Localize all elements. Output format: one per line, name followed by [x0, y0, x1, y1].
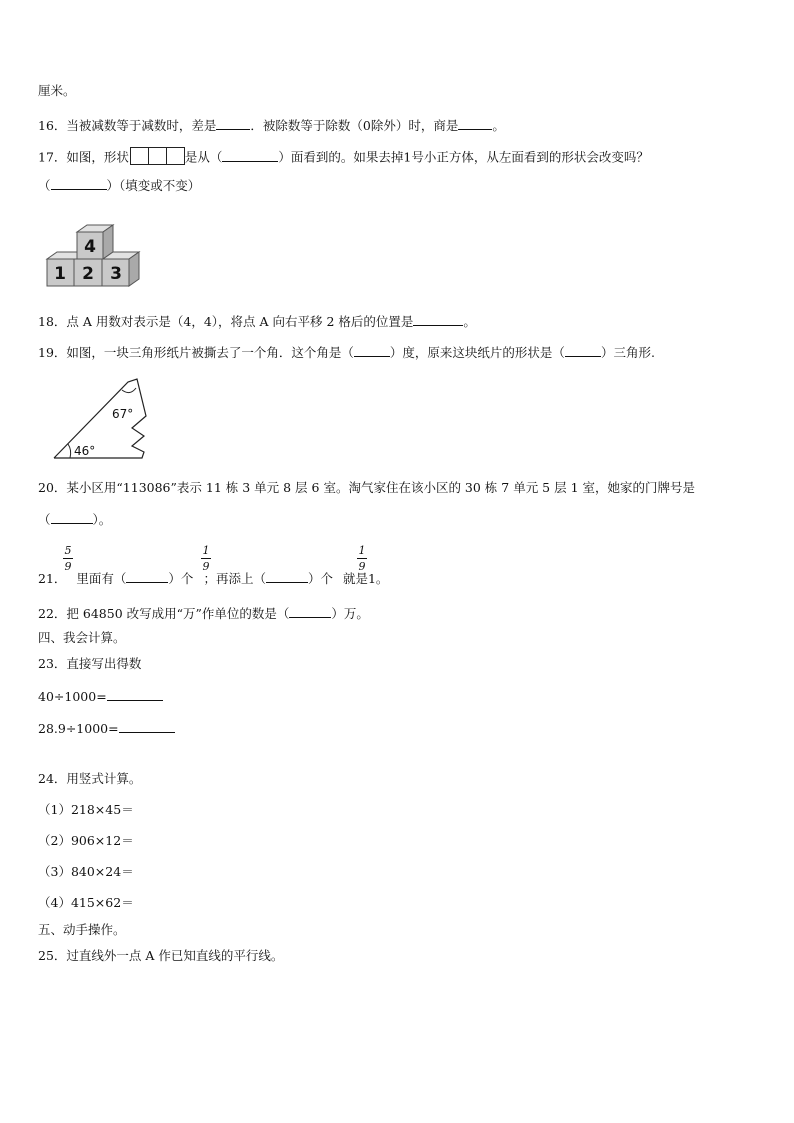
vertical-calc-4: （4）415×62＝ — [38, 895, 134, 910]
question-24: 24．用竖式计算。 — [38, 771, 142, 786]
calc-1: 40÷1000= — [38, 688, 163, 705]
vertical-calc-2: （2）906×12＝ — [38, 833, 134, 848]
calc-2: 28.9÷1000= — [38, 720, 175, 737]
fraction-1-9-b: 1 9 — [358, 544, 366, 573]
fraction-5-9: 5 9 — [64, 544, 72, 573]
angle-46: 46° — [74, 444, 96, 458]
question-20: 20．某小区用“113086”表示 11 栋 3 单元 8 层 6 室。淘气家住在该小区的 30 栋 7 单元 5 层 1 室，她家的门牌号是 — [38, 480, 696, 495]
question-19: 19．如图，一块三角形纸片被撕去了一个角．这个角是（ ）度，原来这块纸片的形状是（ ）三角形. — [38, 345, 655, 360]
vertical-calc-1: （1）218×45＝ — [38, 802, 134, 817]
question-17: 17．如图，形状 是从（ ）面看到的。如果去掉1号小正方体，从左面看到的形状会改变吗？ — [38, 147, 649, 169]
vertical-calc-3: （3）840×24＝ — [38, 864, 134, 879]
question-20-second-line: （ ）。 — [38, 512, 112, 527]
cube-label-3: 3 — [110, 264, 122, 284]
cube-label-4: 4 — [84, 237, 96, 257]
cubes-figure — [45, 222, 145, 290]
question-21: 21． 里面有（ ）个 ；再添上（ ）个 就是1。 — [38, 571, 389, 586]
question-17-second-line: （ ）（填变或不变） — [38, 178, 201, 193]
line-cm: 厘米。 — [38, 83, 76, 98]
angle-67: 67° — [112, 407, 134, 421]
question-22: 22．把 64850 改写成用“万”作单位的数是（ ）万。 — [38, 606, 369, 621]
question-25: 25．过直线外一点 A 作已知直线的平行线。 — [38, 948, 284, 963]
torn-triangle-figure — [50, 376, 160, 462]
cube-label-1: 1 — [54, 264, 66, 284]
section-5-heading: 五、动手操作。 — [38, 922, 126, 937]
three-squares-shape — [130, 147, 184, 169]
question-23: 23．直接写出得数 — [38, 656, 142, 671]
cube-label-2: 2 — [82, 264, 94, 284]
fraction-1-9-a: 1 9 — [202, 544, 210, 573]
question-18: 18．点 A 用数对表示是（4，4），将点 A 向右平移 2 格后的位置是 。 — [38, 314, 476, 329]
section-4-heading: 四、我会计算。 — [38, 630, 126, 645]
question-16: 16．当被减数等于减数时，差是 ．被除数等于除数（0除外）时，商是 。 — [38, 118, 505, 133]
